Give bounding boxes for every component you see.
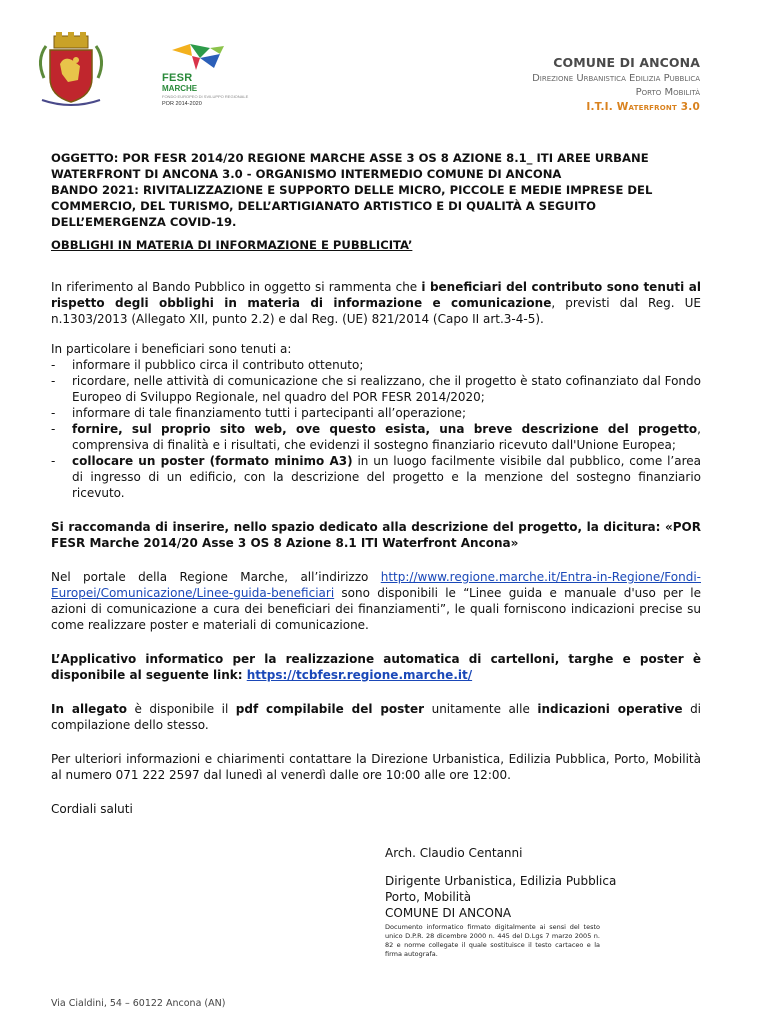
subject-line-2: BANDO 2021: RIVITALIZZAZIONE E SUPPORTO DELLE MICRO, PICCOLE E MEDIE IMPRESE DEL COMMERCIO, DEL TURISMO, DELL’ARTIGIANATO ARTISTICO E DI QUALITÀ A SEGUITO DELL’EMERGENZA COVID-19. bbox=[51, 183, 653, 229]
signature-block bbox=[385, 845, 665, 959]
footer-address: Via Cialdini, 54 – 60122 Ancona (AN) bbox=[51, 998, 226, 1009]
fesr-logo-name: FESR bbox=[162, 72, 193, 84]
fesr-logo-tagline: FONDO EUROPEO DI SVILUPPO REGIONALE bbox=[162, 94, 249, 99]
closing: Cordiali saluti bbox=[51, 802, 133, 816]
recommendation-paragraph: Si raccomanda di inserire, nello spazio dedicato alla descrizione del progetto, la dicitura: «POR FESR Marche 2014/20 Asse 3 OS 8 Azione 8.1 ITI Waterfront Ancona» bbox=[51, 520, 701, 550]
office-department: Direzione Urbanistica Edilizia Pubblica bbox=[532, 73, 700, 84]
signer-role-1: Dirigente Urbanistica, Edilizia Pubblica bbox=[385, 874, 617, 888]
office-sector: Porto Mobilità bbox=[635, 87, 700, 98]
fesr-marche-logo bbox=[162, 42, 249, 114]
section-title: OBBLIGHI IN MATERIA DI INFORMAZIONE E PUBBLICITA’ bbox=[51, 238, 413, 252]
app-paragraph: L’Applicativo informatico per la realizzazione automatica di cartelloni, targhe e poster è disponibile al seguente link: https://tcbfesr.regione.marche.it/ bbox=[51, 652, 701, 682]
portal-paragraph: Nel portale della Regione Marche, all’indirizzo http://www.regione.marche.it/Entra-in-Regione/Fondi-Europei/Comunicazione/Linee-guida-beneficiari sono disponibili le “Linee guida e manuale d'uso per le azioni di comunicazione a cura dei beneficiari dei finanziamenti”, le quali forniscono indicazioni precise su come realizzare poster e materiali di comunicazione. bbox=[51, 570, 701, 632]
office-title: COMUNE DI ANCONA bbox=[553, 55, 700, 70]
letter-body bbox=[51, 150, 701, 817]
list-item: - ricordare, nelle attività di comunicazione che si realizzano, che il progetto è stato cofinanziato dal Fondo Europeo di Sviluppo Regionale, nel quadro del POR FESR 2014/2020; bbox=[51, 373, 701, 405]
list-item: - informare di tale finanziamento tutti i partecipanti all’operazione; bbox=[51, 405, 701, 421]
fesr-logo-period: POR 2014-2020 bbox=[162, 101, 202, 107]
office-header bbox=[532, 55, 700, 113]
signer-org: COMUNE DI ANCONA bbox=[385, 906, 512, 920]
obligations-list bbox=[51, 357, 701, 501]
list-item: - informare il pubblico circa il contributo ottenuto; bbox=[51, 357, 701, 373]
tcbfesr-link[interactable]: https://tcbfesr.regione.marche.it/ bbox=[246, 668, 473, 682]
signer-role-2: Porto, Mobilità bbox=[385, 890, 472, 904]
subject-line-1: OGGETTO: POR FESR 2014/20 REGIONE MARCHE ASSE 3 OS 8 AZIONE 8.1_ ITI AREE URBANE WATERFRONT DI ANCONA 3.0 - ORGANISMO INTERMEDIO COMUNE DI ANCONA bbox=[51, 151, 649, 181]
guidelines-link[interactable]: http://www.regione.marche.it/Entra-in-Regione/Fondi-Europei/Comunicazione/Linee-guida-beneficiari bbox=[51, 570, 701, 600]
fesr-logo-region: MARCHE bbox=[162, 84, 198, 93]
digital-signature-note: Documento informatico firmato digitalmente ai sensi del testo unico D.P.R. 28 dicembre 2000 n. 445 del D.Lgs 7 marzo 2005 n. 82 e norme collegate il quale sostituisce il testo cartaceo e la firma autografa. bbox=[385, 923, 600, 958]
intro-paragraph: In riferimento al Bando Pubblico in oggetto si rammenta che i beneficiari del contributo sono tenuti al rispetto degli obblighi in materia di informazione e comunicazione, previsti dal Reg. UE n.1303/2013 (Allegato XII, punto 2.2) e dal Reg. (UE) 821/2014 (Capo II art.3-4-5). bbox=[51, 280, 701, 326]
signer-name: Arch. Claudio Centanni bbox=[385, 846, 523, 860]
list-intro: In particolare i beneficiari sono tenuti a: bbox=[51, 342, 292, 356]
list-item: - fornire, sul proprio sito web, ove questo esista, una breve descrizione del progetto, comprensiva di finalità e i risultati, che evidenzi il sostegno finanziario ricevuto dall'Unione Europea; bbox=[51, 421, 701, 453]
comune-ancona-crest-logo bbox=[34, 30, 108, 110]
list-item: - collocare un poster (formato minimo A3) in un luogo facilmente visibile dal pubblico, come l’area di ingresso di un edificio, con la descrizione del progetto e la menzione del sostegno finanziario ricevuto. bbox=[51, 453, 701, 501]
contact-paragraph: Per ulteriori informazioni e chiarimenti contattare la Direzione Urbanistica, Edilizia Pubblica, Porto, Mobilità al numero 071 222 2597 dal lunedì al venerdì dalle ore 10:00 alle ore 12:00. bbox=[51, 752, 701, 782]
attachment-paragraph: In allegato è disponibile il pdf compilabile del poster unitamente alle indicazioni operative di compilazione dello stesso. bbox=[51, 702, 702, 732]
office-iti-label: I.T.I. Waterfront 3.0 bbox=[586, 101, 700, 113]
